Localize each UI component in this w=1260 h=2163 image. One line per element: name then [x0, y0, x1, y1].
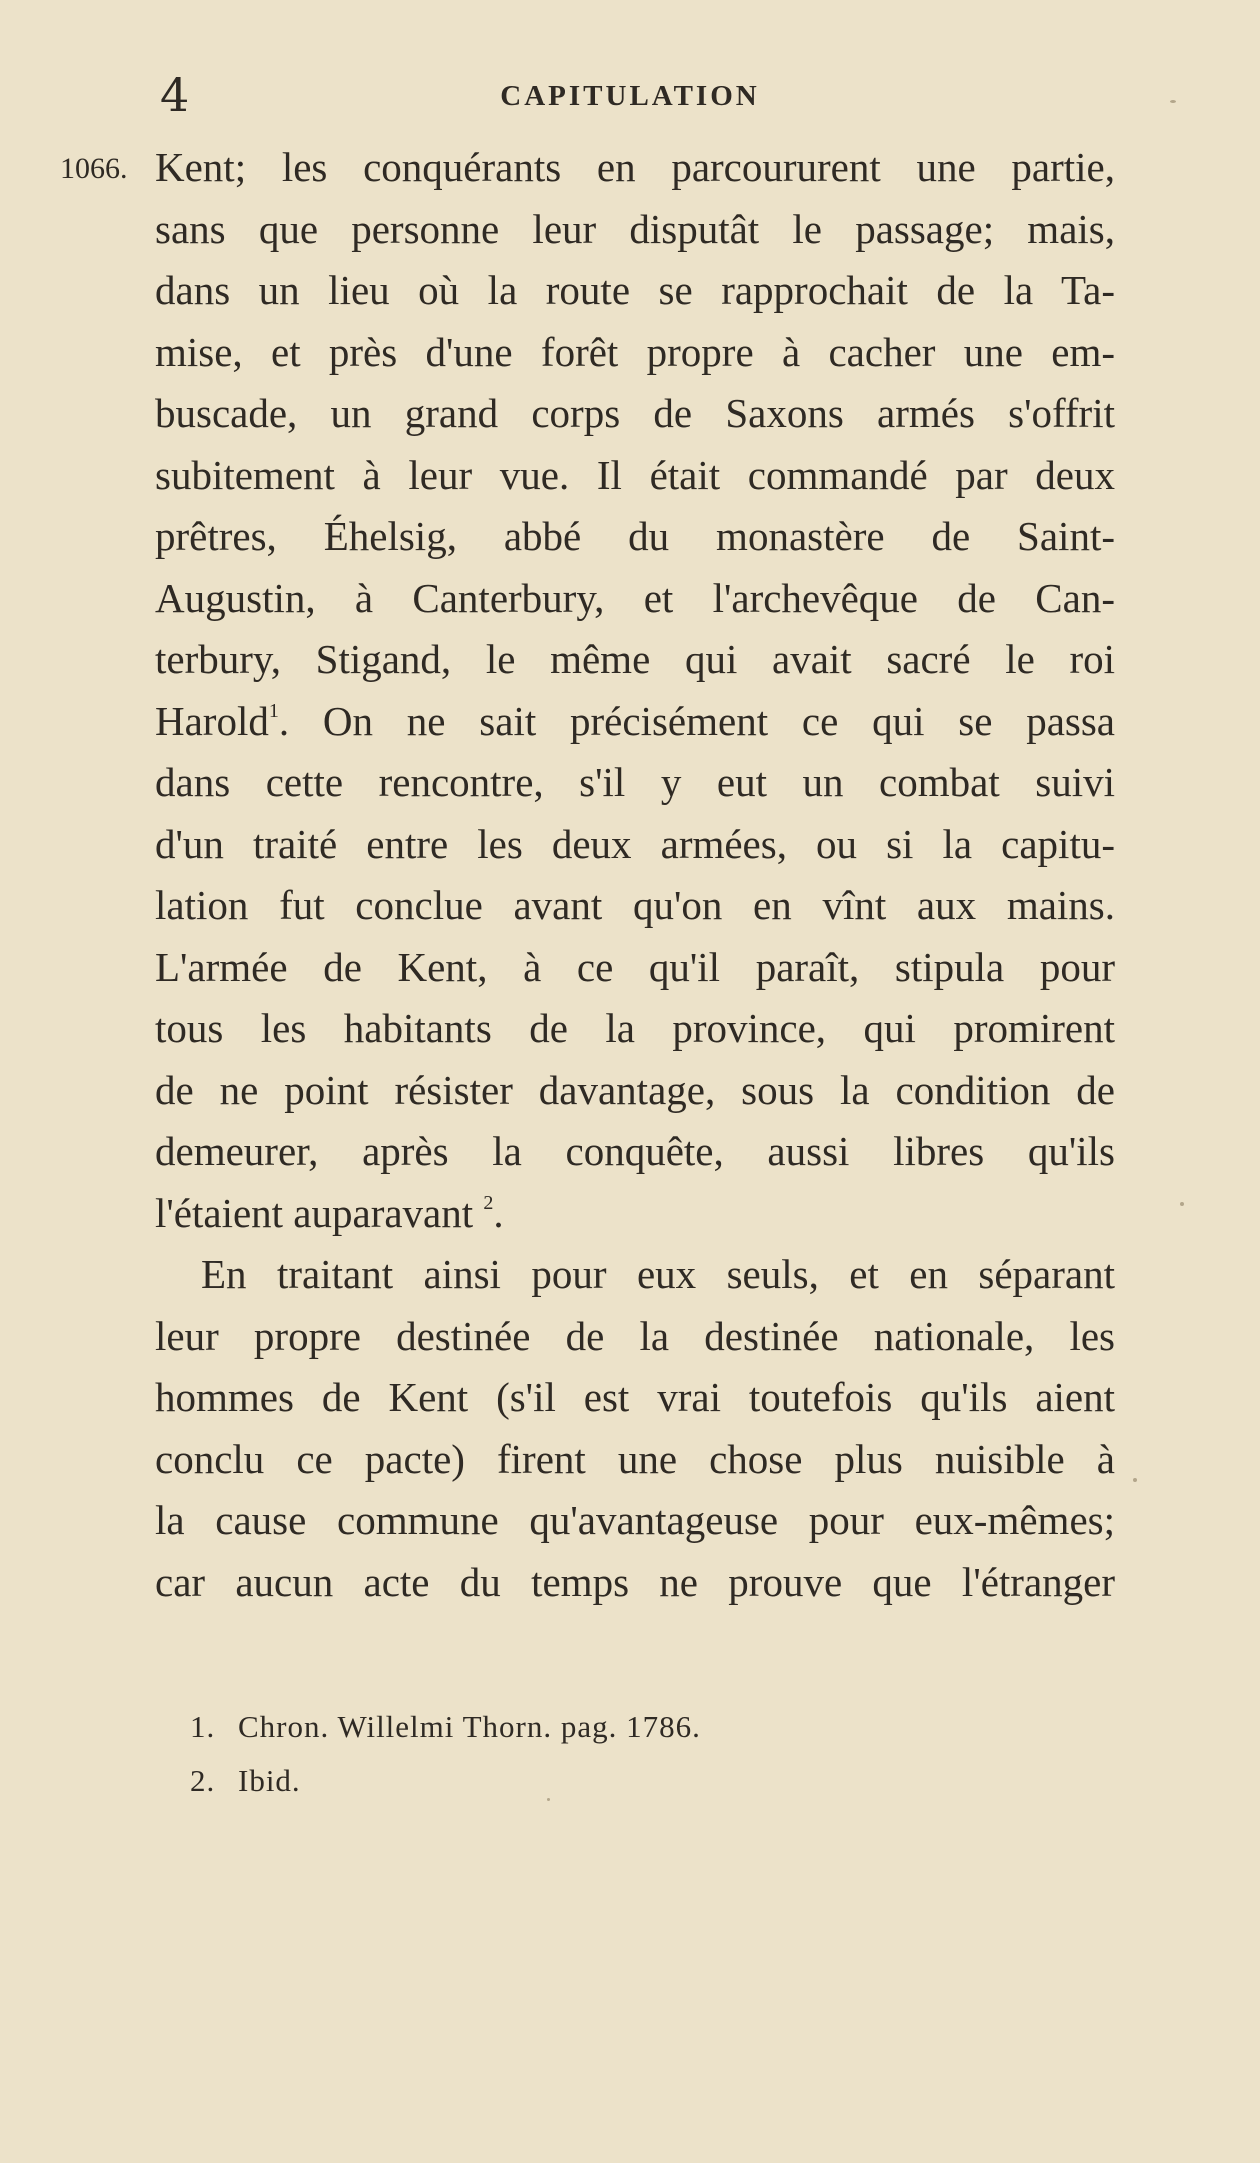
text-line: dans un lieu où la route se rapprochait de la Ta- [155, 267, 1115, 313]
text-line: buscade, un grand corps de Saxons armés s'offrit [155, 390, 1115, 436]
footnotes [190, 1700, 701, 1808]
text-line: leur propre destinée de la destinée nationale, les [155, 1312, 1115, 1359]
text-fragment: Harold [155, 697, 269, 744]
footnote-text: Chron. Willelmi Thorn. pag. 1786. [238, 1709, 701, 1744]
text-line: terbury, Stigand, le même qui avait sacré le roi [155, 636, 1115, 682]
footnote-2 [190, 1754, 701, 1808]
text-line: d'un traité entre les deux armées, ou si la capitu- [155, 820, 1115, 867]
text-fragment: . [493, 1189, 504, 1236]
text-line: Augustin, à Canterbury, et l'archevêque de Can- [155, 574, 1115, 621]
page-number: 4 [160, 68, 190, 122]
text-line: Kent; les conquérants en parcoururent une partie, [155, 144, 1115, 190]
text-fragment: l'étaient auparavant [155, 1189, 474, 1236]
text-line: car aucun acte du temps ne prouve que l'étranger [155, 1558, 1115, 1605]
footnote-text: Ibid. [238, 1763, 301, 1798]
running-title: CAPITULATION [500, 80, 760, 112]
text-line-with-note [155, 1183, 1115, 1245]
text-line: sans que personne leur disputât le passage; mais, [155, 205, 1115, 252]
text-line: dans cette rencontre, s'il y eut un combat suivi [155, 759, 1115, 805]
text-line: tous les habitants de la province, qui promirent [155, 1005, 1115, 1051]
text-line: En traitant ainsi pour eux seuls, et en séparant [201, 1251, 1115, 1297]
margin-year: 1066. [60, 152, 128, 185]
footnote-ref-1: 1 [268, 699, 279, 722]
text-line: de ne point résister davantage, sous la condition de [155, 1066, 1115, 1113]
text-fragment: . On ne sait précisément ce qui se passa [278, 697, 1115, 744]
footnote-1 [190, 1700, 701, 1754]
paper-speck [1170, 100, 1176, 103]
footnote-number: 1. [190, 1709, 216, 1744]
text-line: la cause commune qu'avantageuse pour eux-mêmes; [155, 1497, 1115, 1543]
footnote-ref-2: 2 [483, 1191, 494, 1214]
text-line: conclu ce pacte) firent une chose plus nuisible à [155, 1435, 1115, 1482]
body-text [155, 137, 1115, 1613]
text-line-with-note [155, 691, 1115, 753]
text-line: demeurer, après la conquête, aussi libres qu'ils [155, 1128, 1115, 1174]
text-line: hommes de Kent (s'il est vrai toutefois qu'ils aient [155, 1374, 1115, 1420]
text-line: mise, et près d'une forêt propre à cacher une em- [155, 328, 1115, 375]
text-line: subitement à leur vue. Il était commandé par deux [155, 451, 1115, 498]
footnote-number: 2. [190, 1763, 216, 1798]
paper-speck [1133, 1478, 1137, 1482]
text-line: prêtres, Éhelsig, abbé du monastère de Saint- [155, 513, 1115, 559]
paper-speck [547, 1798, 550, 1801]
text-line: L'armée de Kent, à ce qu'il paraît, stipula pour [155, 943, 1115, 990]
paper-speck [1180, 1202, 1184, 1206]
text-line: lation fut conclue avant qu'on en vînt aux mains. [155, 882, 1115, 928]
